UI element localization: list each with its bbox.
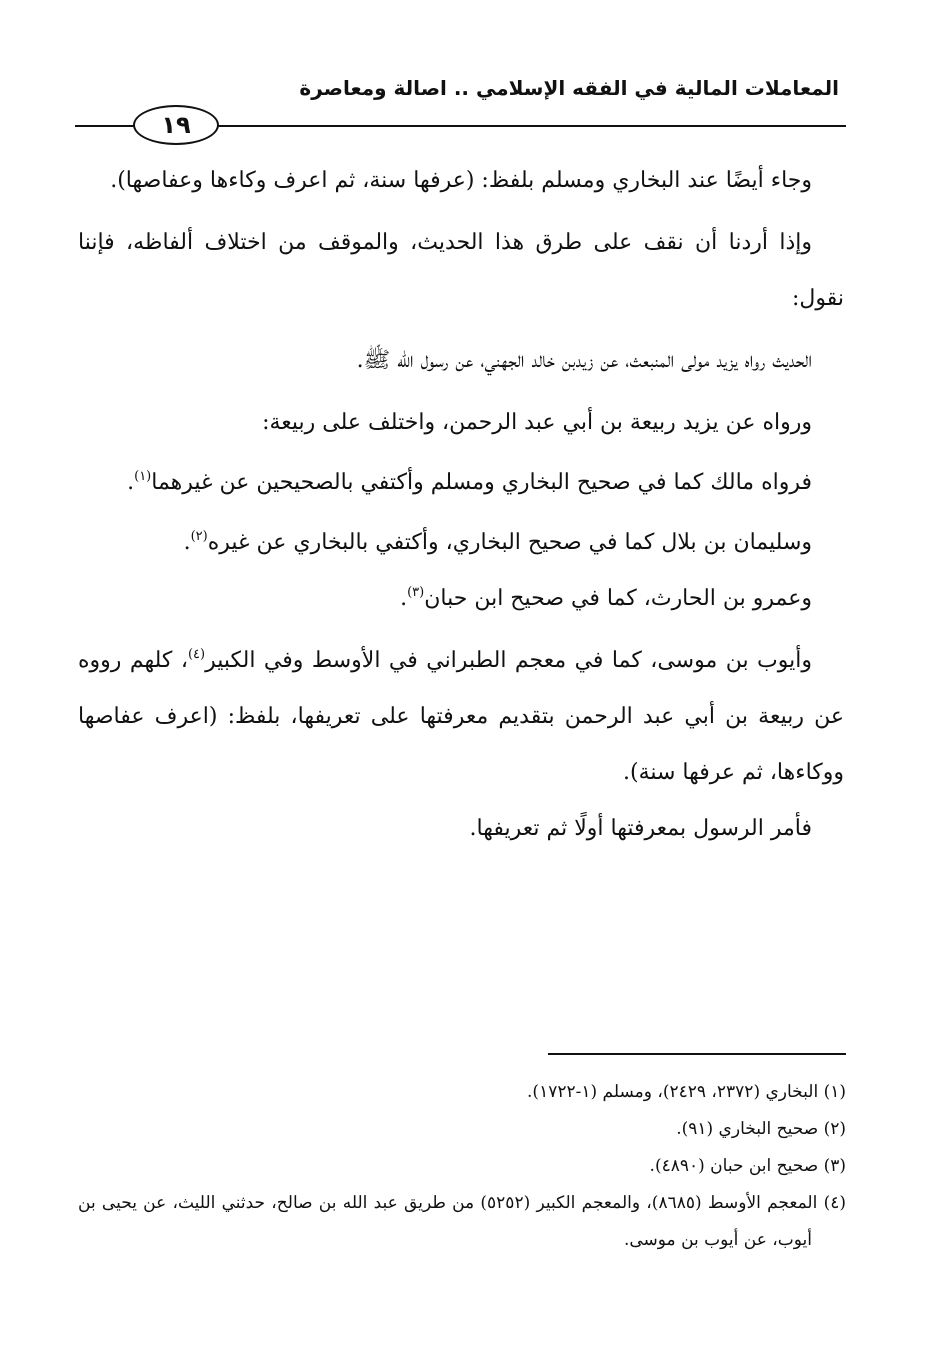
paragraph: الحديث رواه يزيد مولى المنبعث، عن زيدبن خالد الجهني، عن رسول الله ﷺ.	[356, 348, 812, 373]
footnote: (٢) صحيح البخاري (٩١).	[676, 1119, 846, 1139]
paragraph-period: .	[400, 586, 408, 611]
paragraph: وجاء أيضًا عند البخاري ومسلم بلفظ: (عرفها سنة، ثم اعرف وكاءها وعفاصها).	[110, 168, 812, 193]
footnote-ref: (٢)	[190, 529, 208, 544]
page-number: ١٩	[161, 111, 191, 139]
paragraph-text: وسليمان بن بلال كما في صحيح البخاري، وأكتفي بالبخاري عن غيره	[207, 530, 812, 555]
footnote-ref: (١)	[134, 469, 152, 484]
paragraph	[78, 515, 844, 571]
paragraph: وإذا أردنا أن نقف على طرق هذا الحديث، والموقف من اختلاف ألفاظه، فإننا نقول:	[78, 230, 844, 311]
paragraph	[78, 455, 844, 511]
paragraph-text: ، كلهم رووه عن ربيعة بن أبي عبد الرحمن بتقديم معرفتها على تعريفها، بلفظ: (اعرف عفاصها ووكاءها، ثم عرفها سنة).	[78, 648, 844, 785]
footnote: (٣) صحيح ابن حبان (٤٨٩٠).	[649, 1156, 846, 1176]
footnote-ref: (٤)	[187, 647, 206, 662]
footnotes	[78, 1074, 846, 1259]
paragraph-period: .	[183, 530, 191, 555]
footnote-ref: (٣)	[407, 585, 425, 600]
footnote-rule	[548, 1053, 846, 1055]
footnote: (١) البخاري (٢٣٧٢، ٢٤٢٩)، ومسلم (١-١٧٢٢).	[527, 1082, 846, 1102]
running-header: المعاملات المالية في الفقه الإسلامي .. اصالة ومعاصرة	[299, 76, 839, 100]
paragraph: فأمر الرسول بمعرفتها أولًا ثم تعريفها.	[469, 816, 812, 841]
paragraph-text: وعمرو بن الحارث، كما في صحيح ابن حبان	[424, 586, 812, 611]
page-number-badge	[133, 105, 219, 145]
paragraph-text: وأيوب بن موسى، كما في معجم الطبراني في الأوسط وفي الكبير	[205, 648, 812, 673]
main-text	[78, 153, 844, 857]
paragraph-period: .	[127, 470, 135, 495]
paragraph: ورواه عن يزيد ربيعة بن أبي عبد الرحمن، واختلف على ربيعة:	[262, 410, 812, 435]
paragraph-text: فرواه مالك كما في صحيح البخاري ومسلم وأكتفي بالصحيحين عن غيرهما	[151, 470, 812, 495]
paragraph	[78, 571, 844, 627]
paragraph	[78, 633, 844, 801]
footnote: (٤) المعجم الأوسط (٨٦٨٥)، والمعجم الكبير (٥٢٥٢) من طريق عبد الله بن صالح، حدثني الليث، عن يحيى بن أيوب، عن أيوب بن موسى.	[78, 1193, 846, 1250]
